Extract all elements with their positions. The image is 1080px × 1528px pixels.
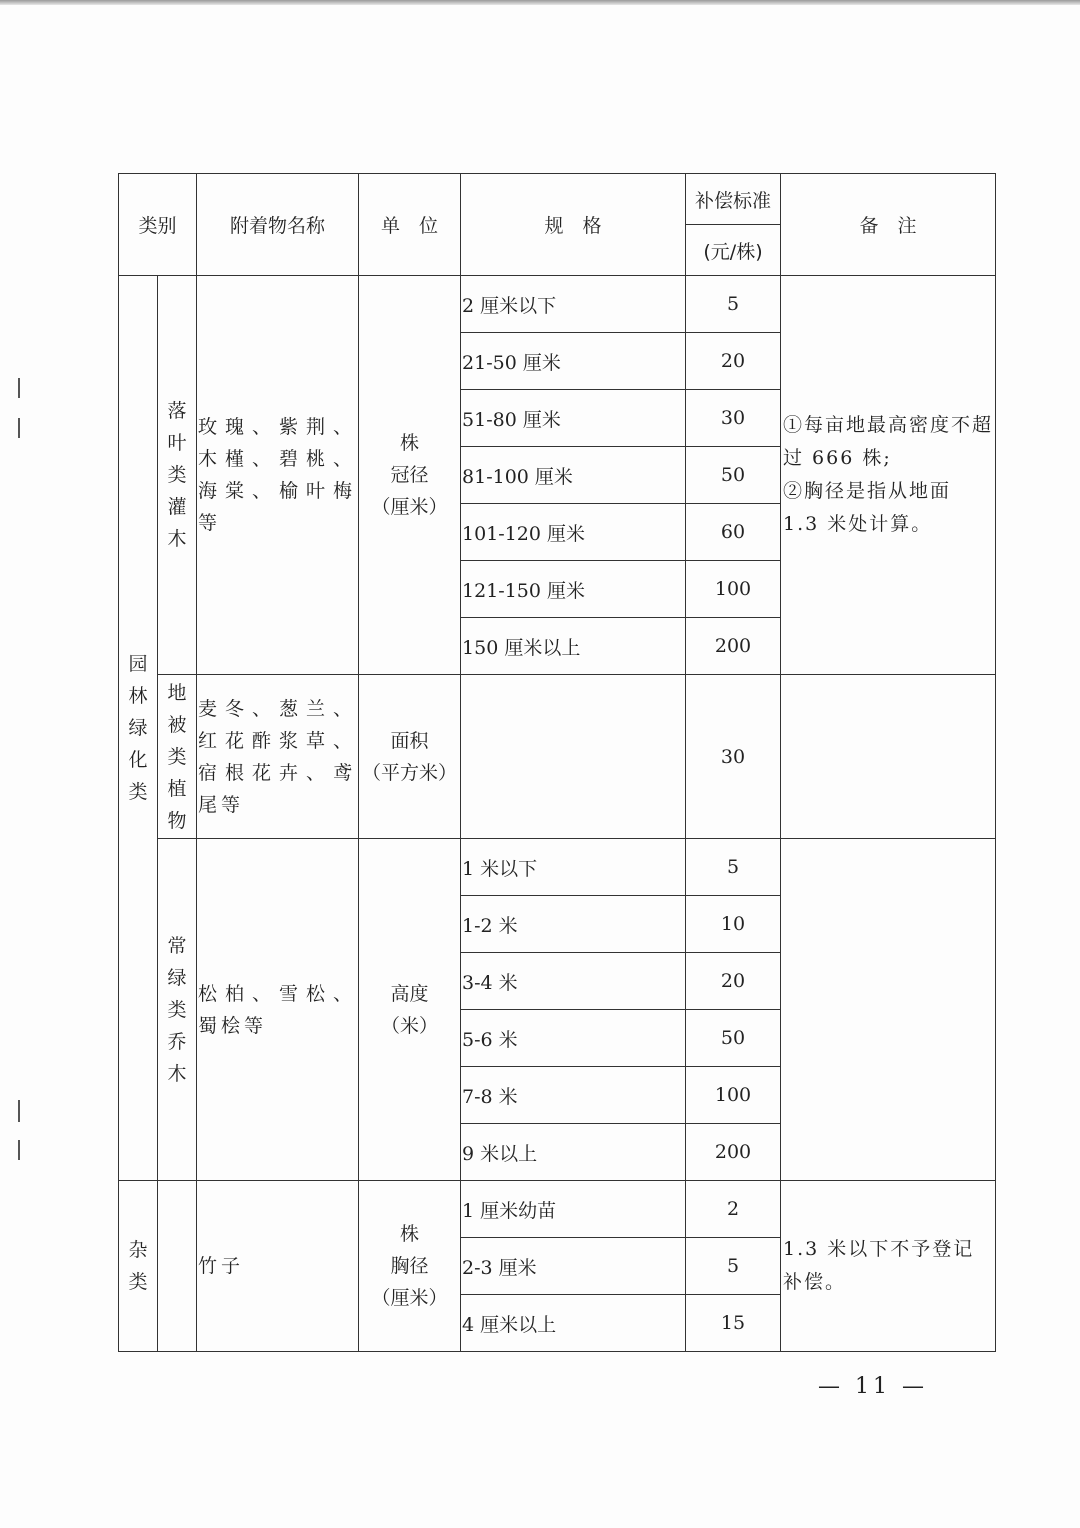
spec-cell: [461, 675, 686, 839]
standard-value-cell: 5: [686, 276, 781, 333]
unit-line: （米）: [381, 1014, 439, 1037]
unit-line: （厘米）: [371, 496, 448, 518]
spec-cell: 3-4 米: [461, 953, 686, 1010]
spec-cell: 121-150 厘米: [461, 561, 686, 618]
spec-cell: 1 厘米幼苗: [461, 1181, 686, 1238]
spec-cell: 1 米以下: [461, 839, 686, 896]
table-row: [119, 839, 996, 896]
standard-value-cell: 200: [686, 618, 781, 675]
spec-cell: 21-50 厘米: [461, 333, 686, 390]
unit-line: 面积: [390, 729, 429, 752]
table-row: [119, 675, 996, 839]
spec-cell: 5-6 米: [461, 1010, 686, 1067]
item-name-cell: [197, 276, 359, 675]
unit-line: 胸径: [390, 1255, 429, 1277]
scan-top-edge: [0, 0, 1080, 5]
item-name: 玫瑰、紫荆、木槿、碧桃、海棠、榆叶梅等: [198, 416, 357, 534]
subcategory-label: 常绿类乔木: [167, 934, 187, 1085]
remark-cell: [781, 675, 996, 839]
scan-mark: [18, 418, 20, 438]
category-cell: [119, 276, 158, 1181]
standard-value-cell: 2: [686, 1181, 781, 1238]
standard-value-cell: 50: [686, 1010, 781, 1067]
page-number: — 11 —: [818, 1374, 928, 1399]
remark-cell: [781, 1181, 996, 1352]
standard-value-cell: 50: [686, 447, 781, 504]
unit-line: 高度: [390, 982, 429, 1005]
unit-line: 株: [400, 432, 420, 454]
subcategory-label: 地被类植物: [167, 681, 187, 832]
standard-value-cell: 60: [686, 504, 781, 561]
table-row: [119, 1181, 996, 1238]
item-name-cell: [197, 1181, 359, 1352]
item-name: 竹子: [198, 1255, 245, 1277]
spec-cell: 81-100 厘米: [461, 447, 686, 504]
table-body: [119, 276, 996, 1352]
item-name: 麦冬、葱兰、红花酢浆草、宿根花卉、鸢尾等: [198, 697, 357, 816]
remark-line: ①每亩地最高密度不超过 666 株;: [783, 414, 994, 469]
header-category: 类别: [119, 174, 197, 276]
remark-cell: [781, 839, 996, 1181]
standard-value-cell: 15: [686, 1295, 781, 1352]
spec-cell: 2-3 厘米: [461, 1238, 686, 1295]
subcategory-cell: [158, 1181, 197, 1352]
standard-value-cell: 200: [686, 1124, 781, 1181]
spec-cell: 150 厘米以上: [461, 618, 686, 675]
remark-line: 1.3 米以下不予登记补偿。: [783, 1238, 975, 1293]
scan-mark: [18, 378, 20, 398]
standard-value-cell: 100: [686, 561, 781, 618]
standard-value-cell: 10: [686, 896, 781, 953]
spec-cell: 101-120 厘米: [461, 504, 686, 561]
header-standard-unit: (元/株): [686, 225, 781, 276]
item-name: 松柏、雪松、蜀桧等: [198, 982, 357, 1037]
subcategory-cell: [158, 276, 197, 675]
standard-value-cell: 5: [686, 1238, 781, 1295]
remark-cell: [781, 276, 996, 675]
header-remark: 备 注: [781, 174, 996, 276]
unit-cell: [359, 1181, 461, 1352]
standard-value-cell: 5: [686, 839, 781, 896]
remark-line: ②胸径是指从地面 1.3 米处计算。: [783, 480, 952, 535]
spec-cell: 7-8 米: [461, 1067, 686, 1124]
header-standard: 补偿标准: [686, 174, 781, 225]
spec-cell: 4 厘米以上: [461, 1295, 686, 1352]
standard-value-cell: 30: [686, 390, 781, 447]
item-name-cell: [197, 839, 359, 1181]
subcategory-cell: [158, 675, 197, 839]
scan-mark: [18, 1140, 20, 1160]
item-name-cell: [197, 675, 359, 839]
scan-mark: [18, 1100, 20, 1122]
unit-line: 冠径: [390, 464, 429, 486]
header-name: 附着物名称: [197, 174, 359, 276]
standard-value-cell: 20: [686, 333, 781, 390]
compensation-table: [118, 173, 996, 1352]
spec-cell: 1-2 米: [461, 896, 686, 953]
subcategory-cell: [158, 839, 197, 1181]
table-row: [119, 276, 996, 333]
unit-line: （平方米）: [362, 761, 458, 784]
unit-cell: [359, 675, 461, 839]
subcategory-label: 落叶类灌木: [167, 400, 187, 550]
header-spec: 规 格: [461, 174, 686, 276]
category-label: 园林绿化类: [128, 653, 148, 803]
unit-line: 株: [400, 1223, 420, 1245]
standard-value-cell: 100: [686, 1067, 781, 1124]
unit-cell: [359, 839, 461, 1181]
standard-value-cell: 20: [686, 953, 781, 1010]
unit-line: （厘米）: [371, 1287, 448, 1309]
header-unit: 单 位: [359, 174, 461, 276]
category-cell: [119, 1181, 158, 1352]
spec-cell: 2 厘米以下: [461, 276, 686, 333]
category-label: 杂类: [128, 1239, 148, 1293]
spec-cell: 51-80 厘米: [461, 390, 686, 447]
standard-value-cell: 30: [686, 675, 781, 839]
unit-cell: [359, 276, 461, 675]
spec-cell: 9 米以上: [461, 1124, 686, 1181]
